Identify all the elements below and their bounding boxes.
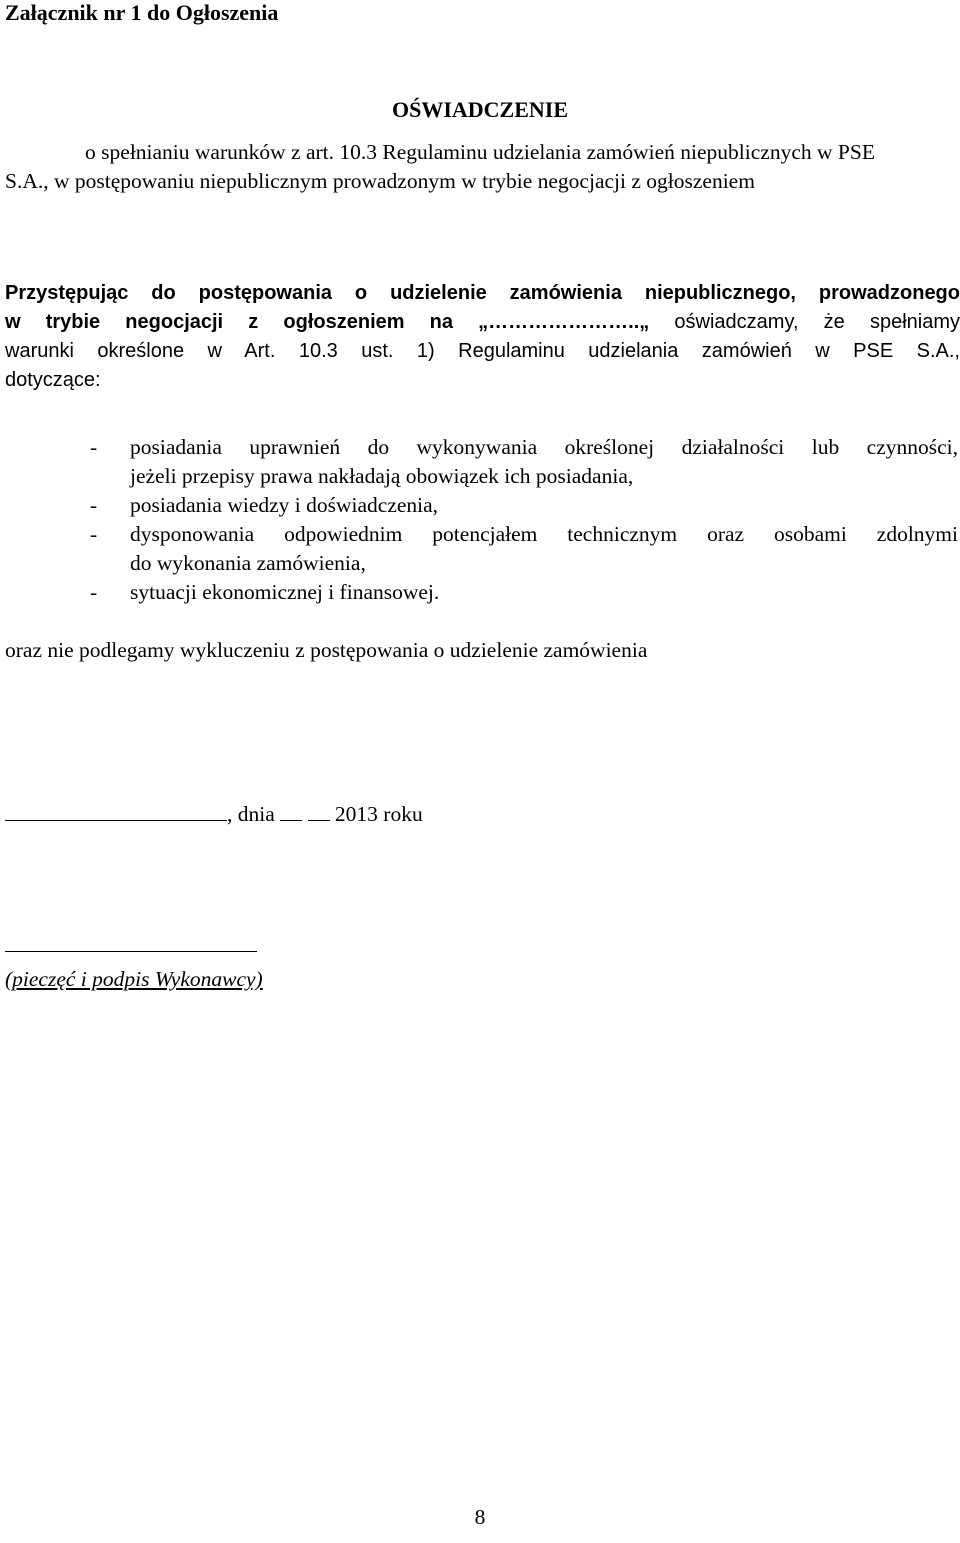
list-item-text: jeżeli przepisy prawa nakładają obowiązek ich posiadania, (130, 464, 634, 488)
subtitle-line-2: S.A., w postępowaniu niepublicznym prowadzonym w trybie negocjacji z ogłoszeniem (5, 169, 755, 193)
document-heading: OŚWIADCZENIE (391, 97, 569, 122)
day-blank (280, 800, 302, 821)
intro-bold-phrase: w trybie negocjacji z ogłoszeniem na „…………………..„ (5, 311, 650, 333)
list-item-text: dysponowania odpowiednim potencjałem technicznym oraz osobami zdolnymi (130, 522, 958, 546)
page-number: 8 (474, 1505, 486, 1529)
signature-label: (pieczęć i podpis Wykonawcy) (5, 967, 263, 991)
list-item-text: sytuacji ekonomicznej i finansowej. (130, 580, 440, 604)
date-dnia-label: , dnia (227, 802, 275, 826)
attachment-title: Załącznik nr 1 do Ogłoszenia (5, 0, 279, 25)
subtitle-line-1: o spełnianiu warunków z art. 10.3 Regulaminu udzielania zamówień niepublicznych w PSE (85, 140, 875, 164)
intro-statement: oświadczamy, że spełniamy (649, 311, 960, 333)
month-blank (308, 800, 330, 821)
date-line (5, 800, 423, 827)
list-item-text: posiadania uprawnień do wykonywania określonej działalności lub czynności, (130, 435, 958, 459)
intro-line-4: dotyczące: (5, 369, 101, 391)
list-item-text: posiadania wiedzy i doświadczenia, (130, 493, 439, 517)
intro-line-3: warunki określone w Art. 10.3 ust. 1) Regulaminu udzielania zamówień w PSE S.A., (5, 340, 960, 362)
list-dash: - (90, 435, 98, 459)
intro-line-1: Przystępując do postępowania o udzielenie zamówienia niepublicznego, prowadzonego (5, 282, 960, 304)
date-year-label: 2013 roku (334, 802, 423, 826)
intro-line-2 (5, 311, 960, 334)
list-dash: - (90, 580, 98, 604)
closing-statement: oraz nie podlegamy wykluczeniu z postępowania o udzielenie zamówienia (5, 638, 648, 662)
signature-line (5, 951, 257, 952)
list-item-text: do wykonania zamówienia, (130, 551, 366, 575)
place-blank (5, 800, 227, 821)
document-subtitle (5, 138, 955, 196)
list-dash: - (90, 522, 98, 546)
list-dash: - (90, 493, 98, 517)
